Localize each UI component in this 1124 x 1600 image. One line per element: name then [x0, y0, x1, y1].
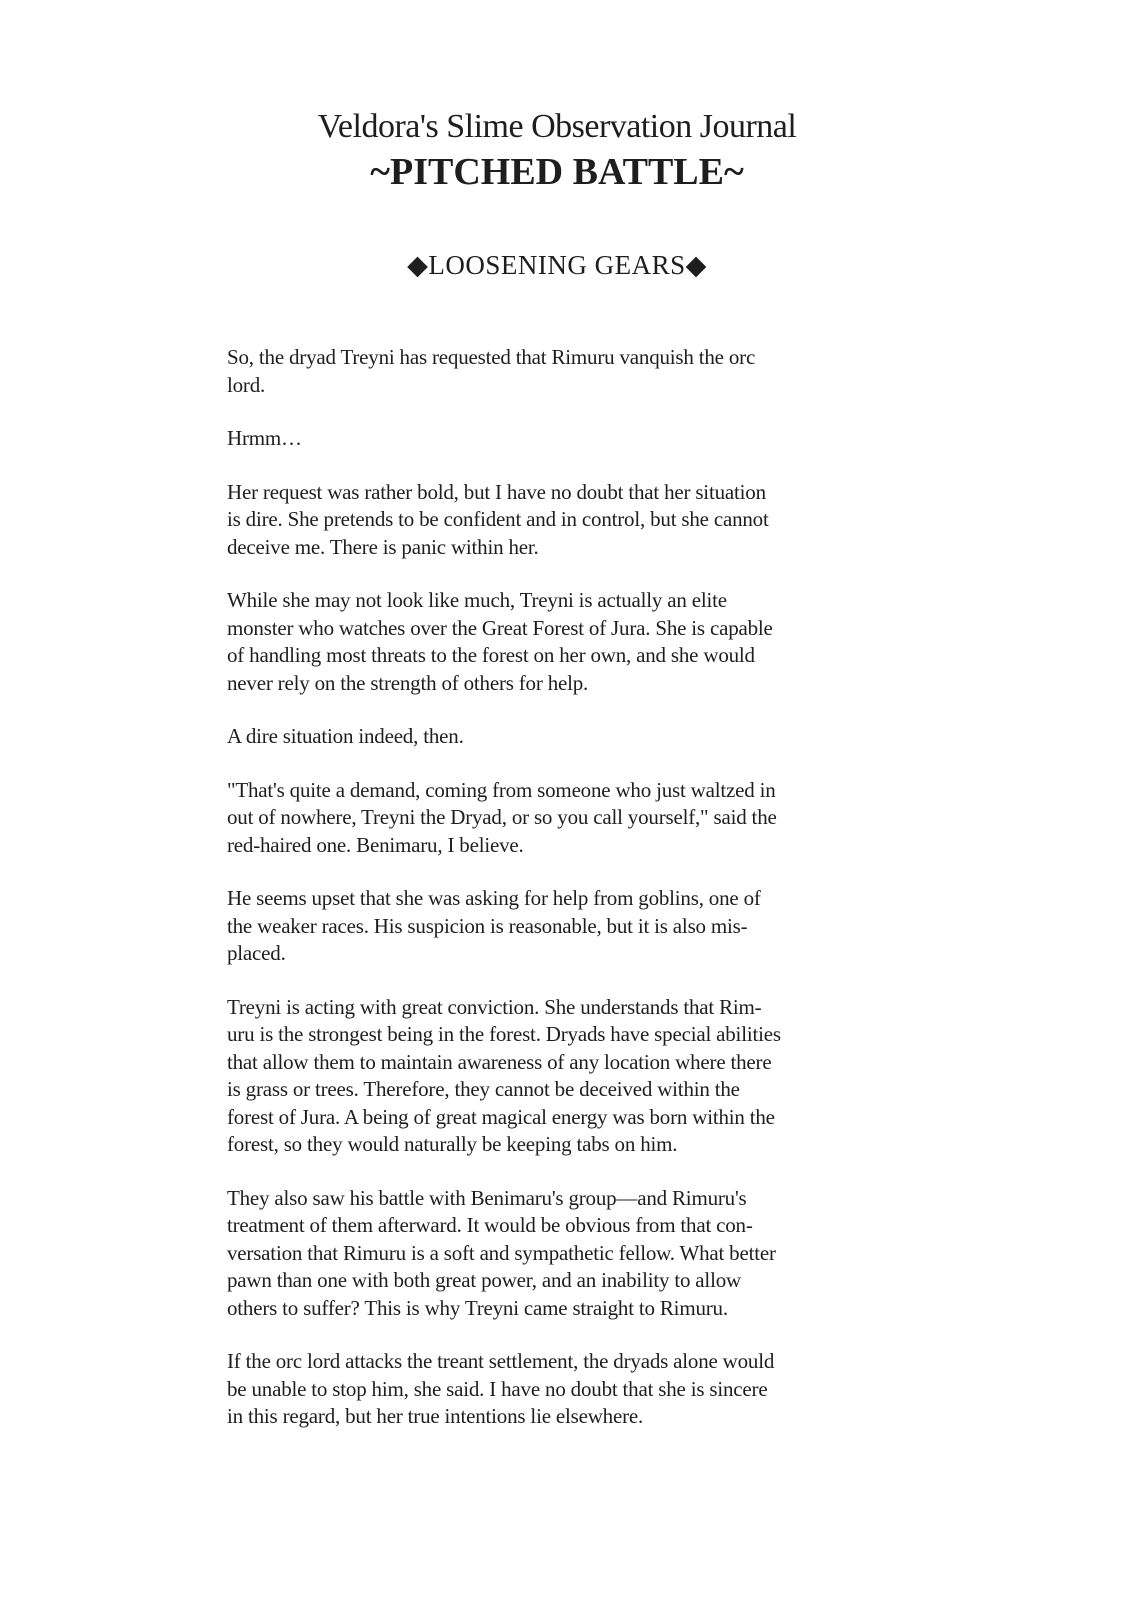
text-line: is dire. She pretends to be confident and in control, but she cannot	[227, 507, 769, 531]
text-line: placed.	[227, 941, 286, 965]
text-line: "That's quite a demand, coming from someone who just waltzed in	[227, 777, 776, 802]
text-line: So, the dryad Treyni has requested that Rimuru vanquish the orc	[227, 345, 756, 369]
text-line: is grass or trees. Therefore, they cannot be deceived within the	[227, 1077, 740, 1101]
text-line: that allow them to maintain awareness of any location where there	[227, 1049, 772, 1074]
paragraph	[227, 587, 887, 697]
paragraph	[227, 723, 887, 751]
text-line: lord.	[227, 372, 266, 397]
paragraph	[227, 425, 887, 453]
paragraph	[227, 885, 887, 968]
text-line: While she may not look like much, Treyni is actually an elite	[227, 588, 727, 612]
paragraph	[227, 994, 887, 1159]
paragraph	[227, 1348, 887, 1431]
body-text	[227, 344, 887, 1431]
text-line: They also saw his battle with Benimaru's group—and Rimuru's	[227, 1185, 747, 1210]
text-line: others to suffer? This is why Treyni came straight to Rimuru.	[227, 1295, 728, 1320]
text-line: forest of Jura. A being of great magical energy was born within the	[227, 1104, 775, 1129]
text-line: versation that Rimuru is a soft and sympathetic fellow. What better	[227, 1240, 776, 1265]
text-line: forest, so they would naturally be keeping tabs on him.	[227, 1132, 678, 1156]
paragraph	[227, 777, 887, 860]
text-line: A dire situation indeed, then.	[227, 724, 464, 748]
text-line: uru is the strongest being in the forest. Dryads have special abilities	[227, 1022, 781, 1046]
text-line: never rely on the strength of others for help.	[227, 670, 589, 695]
text-line: of handling most threats to the forest on her own, and she would	[227, 643, 755, 667]
text-line: deceive me. There is panic within her.	[227, 534, 539, 559]
text-line: monster who watches over the Great Forest of Jura. She is capable	[227, 615, 773, 640]
text-line: red-haired one. Benimaru, I believe.	[227, 832, 524, 857]
text-line: in this regard, but her true intentions lie elsewhere.	[227, 1404, 644, 1428]
paragraph	[227, 344, 887, 399]
text-line: Hrmm…	[227, 426, 302, 450]
text-line: treatment of them afterward. It would be obvious from that con-	[227, 1213, 753, 1237]
paragraph	[227, 479, 887, 562]
text-line: He seems upset that she was asking for help from goblins, one of	[227, 886, 761, 910]
text-line: If the orc lord attacks the treant settlement, the dryads alone would	[227, 1349, 775, 1373]
page-content	[227, 0, 887, 1457]
text-line: out of nowhere, Treyni the Dryad, or so you call yourself," said the	[227, 805, 777, 829]
paragraph	[227, 1185, 887, 1323]
page-title: Veldora's Slime Observation Journal	[317, 108, 797, 145]
text-line: be unable to stop him, she said. I have no doubt that she is sincere	[227, 1376, 768, 1401]
section-heading: ◆LOOSENING GEARS◆	[407, 250, 707, 280]
text-line: Her request was rather bold, but I have no doubt that her situation	[227, 479, 766, 504]
text-line: the weaker races. His suspicion is reasonable, but it is also mis-	[227, 913, 748, 938]
page-subtitle: ~PITCHED BATTLE~	[370, 151, 744, 193]
text-line: Treyni is acting with great conviction. She understands that Rim-	[227, 994, 762, 1019]
text-line: pawn than one with both great power, and an inability to allow	[227, 1268, 741, 1292]
